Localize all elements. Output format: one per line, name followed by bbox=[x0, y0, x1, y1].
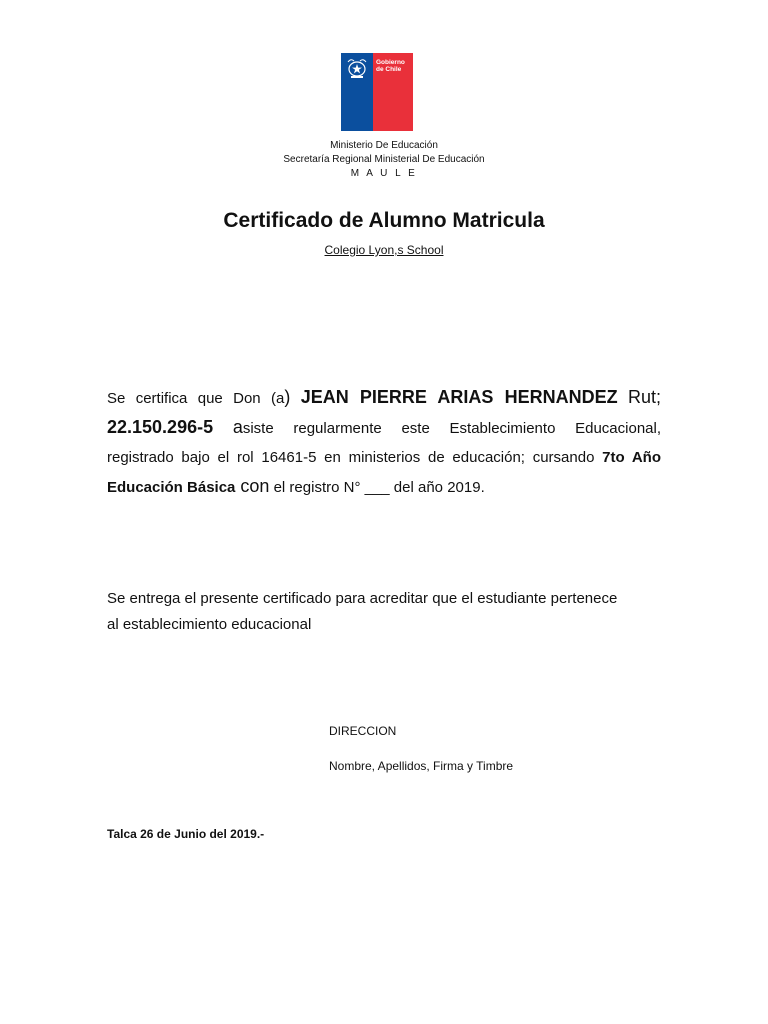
delivery-paragraph bbox=[107, 586, 667, 638]
grade-part-1: 7to Año bbox=[602, 449, 661, 466]
coat-of-arms-icon bbox=[345, 57, 369, 79]
certification-line-4 bbox=[107, 472, 661, 502]
signature-fields: Nombre, Apellidos, Firma y Timbre bbox=[329, 759, 514, 773]
document-title: Certificado de Alumno Matricula bbox=[223, 209, 545, 232]
text-fragment: registrado bajo el rol bbox=[107, 449, 262, 466]
certification-line-1 bbox=[107, 383, 661, 413]
gobierno-de-chile-logo bbox=[341, 53, 413, 131]
text-fragment: el registro N° ___ del año bbox=[269, 479, 448, 496]
secretariat-name: Secretaría Regional Ministerial De Educación bbox=[283, 154, 485, 165]
document-date: Talca 26 de Junio del 2019.- bbox=[107, 827, 265, 841]
certification-year: 2019 bbox=[447, 479, 481, 496]
text-fragment: ) bbox=[284, 387, 291, 407]
text-fragment: . bbox=[480, 479, 485, 496]
logo-blue-panel bbox=[341, 53, 373, 131]
rut-label: Rut; bbox=[627, 387, 661, 407]
text-fragment: Se certifica que Don (a bbox=[107, 390, 285, 407]
logo-text-line2: de Chile bbox=[376, 66, 402, 73]
school-rol: 16461-5 bbox=[261, 449, 317, 466]
certification-paragraph bbox=[107, 383, 661, 502]
logo-text bbox=[376, 59, 405, 73]
logo-red-panel bbox=[373, 53, 413, 131]
delivery-line-2: al establecimiento educacional bbox=[107, 616, 312, 633]
text-fragment: a bbox=[232, 417, 243, 437]
school-name: Colegio Lyon,s School bbox=[324, 243, 444, 257]
certification-line-3 bbox=[107, 443, 661, 472]
region-name: M A U L E bbox=[350, 168, 418, 179]
ministry-name: Ministerio De Educación bbox=[330, 140, 438, 151]
certification-line-2 bbox=[107, 413, 661, 443]
signature-role: DIRECCION bbox=[329, 724, 397, 738]
text-fragment: en ministerios de educación; cursando bbox=[316, 449, 603, 466]
student-rut: 22.150.296-5 bbox=[107, 417, 214, 437]
text-fragment: con bbox=[235, 476, 270, 496]
student-name: JEAN PIERRE ARIAS HERNANDEZ bbox=[300, 387, 618, 407]
grade-part-2: Educación Básica bbox=[107, 479, 236, 496]
letterhead bbox=[0, 139, 768, 181]
logo-text-line1: Gobierno bbox=[376, 59, 405, 66]
text-fragment: siste regularmente este Establecimiento Educacional, bbox=[242, 420, 662, 437]
delivery-line-1: Se entrega el presente certificado para acreditar que el estudiante pertenece bbox=[107, 590, 618, 607]
